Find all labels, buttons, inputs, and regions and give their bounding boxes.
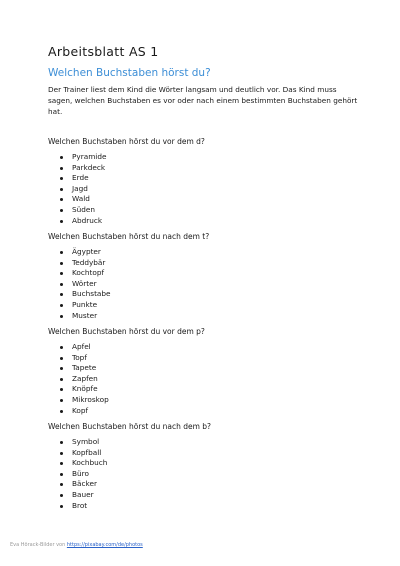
list-item: Parkdeck: [48, 163, 205, 174]
list-item: Knöpfe: [48, 384, 205, 395]
image-credit: [10, 542, 143, 548]
word-list: [48, 247, 209, 321]
list-item: Wörter: [48, 279, 209, 290]
word-list: [48, 152, 205, 226]
list-item: Topf: [48, 353, 205, 364]
list-item: Ägypter: [48, 247, 209, 258]
page-title: Arbeitsblatt AS 1: [48, 44, 159, 59]
credit-text: Eva Hörack-Bilder von: [10, 542, 67, 548]
list-item: Büro: [48, 469, 211, 480]
list-item: Apfel: [48, 342, 205, 353]
list-item: Bauer: [48, 490, 211, 501]
list-item: Teddybär: [48, 258, 209, 269]
list-item: Erde: [48, 173, 205, 184]
word-list: [48, 437, 211, 511]
section-question: Welchen Buchstaben hörst du vor dem d?: [48, 137, 205, 146]
word-list: [48, 342, 205, 416]
list-item: Jagd: [48, 184, 205, 195]
list-item: Zapfen: [48, 374, 205, 385]
list-item: Punkte: [48, 300, 209, 311]
section-question: Welchen Buchstaben hörst du nach dem t?: [48, 232, 210, 241]
list-item: Abdruck: [48, 216, 205, 227]
list-item: Brot: [48, 501, 211, 512]
section-nach-b: [48, 422, 211, 511]
list-item: Kochbuch: [48, 458, 211, 469]
list-item: Kopf: [48, 406, 205, 417]
section-question: Welchen Buchstaben hörst du nach dem b?: [48, 422, 212, 431]
list-item: Pyramide: [48, 152, 205, 163]
list-item: Bäcker: [48, 479, 211, 490]
page-subtitle: Welchen Buchstaben hörst du?: [48, 67, 211, 79]
section-question: Welchen Buchstaben hörst du vor dem p?: [48, 327, 205, 336]
list-item: Süden: [48, 205, 205, 216]
list-item: Kochtopf: [48, 268, 209, 279]
list-item: Wald: [48, 194, 205, 205]
list-item: Tapete: [48, 363, 205, 374]
list-item: Buchstabe: [48, 289, 209, 300]
section-vor-p: [48, 327, 205, 416]
intro-text: Der Trainer liest dem Kind die Wörter langsam und deutlich vor. Das Kind muss sagen, welchen Buchstaben es vor oder nach einem bestimmten Buchstaben gehört hat.: [48, 85, 358, 116]
credit-link[interactable]: https://pixabay.com/de/photos: [66, 542, 143, 548]
list-item: Muster: [48, 311, 209, 322]
section-nach-t: [48, 232, 209, 321]
list-item: Symbol: [48, 437, 211, 448]
list-item: Mikroskop: [48, 395, 205, 406]
section-vor-d: [48, 137, 205, 226]
list-item: Kopfball: [48, 448, 211, 459]
